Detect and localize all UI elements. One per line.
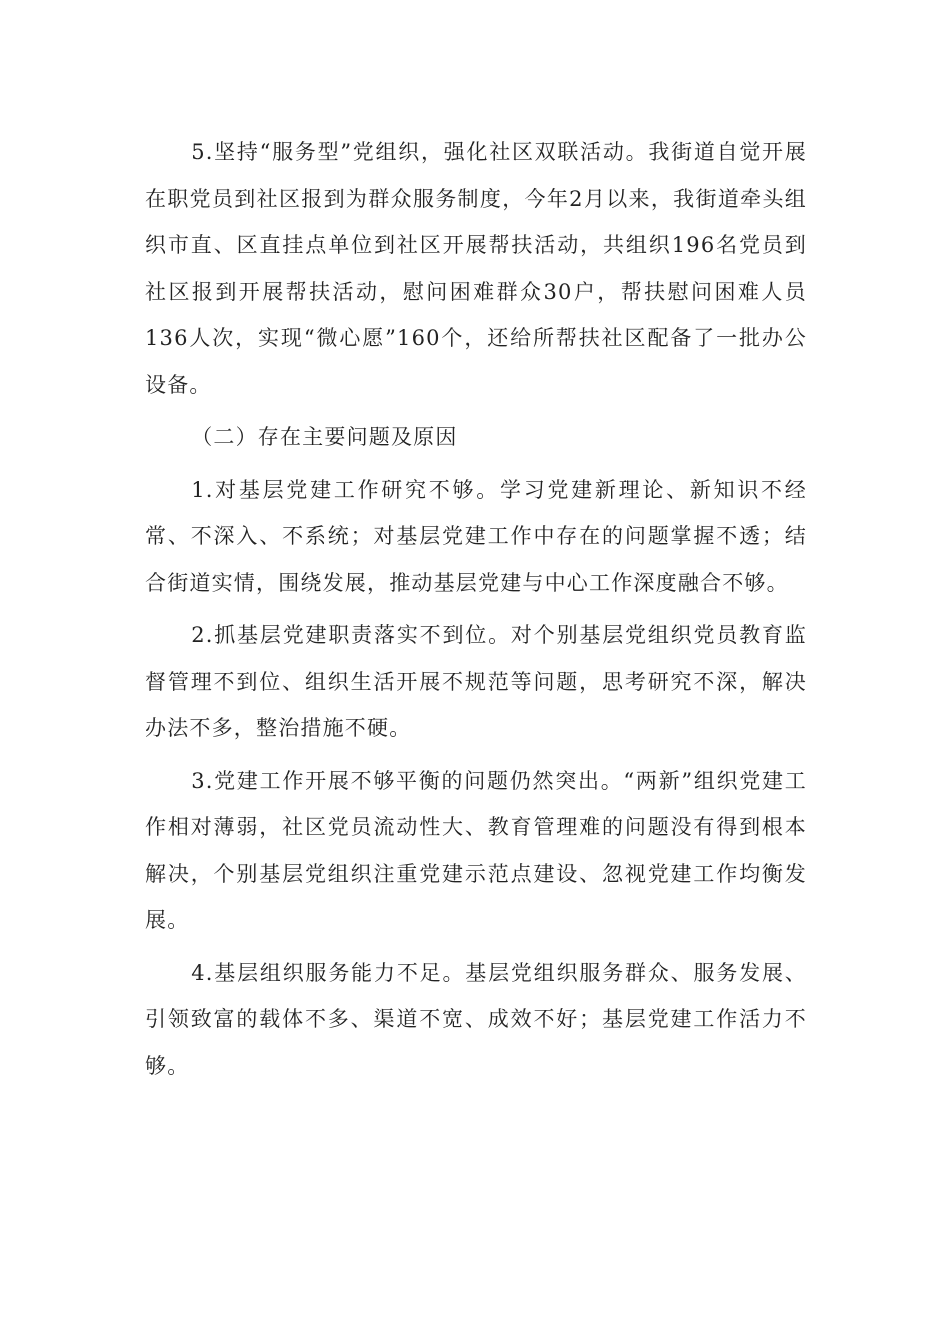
paragraph-problem-1: 1.对基层党建工作研究不够。学习党建新理论、新知识不经常、不深入、不系统；对基层党建工作中存在的问题掌握不透；结合街道实情，围绕发展，推动基层党建与中心工作深度融合不够。	[145, 477, 807, 595]
paragraph-problem-3: 3.党建工作开展不够平衡的问题仍然突出。“两新”组织党建工作相对薄弱，社区党员流动性大、教育管理难的问题没有得到根本解决，个别基层党组织注重党建示范点建设、忽视党建工作均衡发展。	[145, 768, 807, 932]
section-heading-problems: （二）存在主要问题及原因	[191, 425, 458, 449]
paragraph-problem-4: 4.基层组织服务能力不足。基层党组织服务群众、服务发展、引领致富的载体不多、渠道不宽、成效不好；基层党建工作活力不够。	[145, 960, 807, 1078]
paragraph-service-party-org: 5.坚持“服务型”党组织，强化社区双联活动。我街道自觉开展在职党员到社区报到为群众服务制度，今年2月以来，我街道牵头组织市直、区直挂点单位到社区开展帮扶活动，共组织196名党员到社区报到开展帮扶活动，慰问困难群众30户，帮扶慰问困难人员136人次，实现“微心愿”160个，还给所帮扶社区配备了一批办公设备。	[145, 140, 807, 397]
paragraph-problem-2: 2.抓基层党建职责落实不到位。对个别基层党组织党员教育监督管理不到位、组织生活开展不规范等问题，思考研究不深，解决办法不多，整治措施不硬。	[145, 623, 807, 740]
document-body	[145, 129, 807, 1095]
